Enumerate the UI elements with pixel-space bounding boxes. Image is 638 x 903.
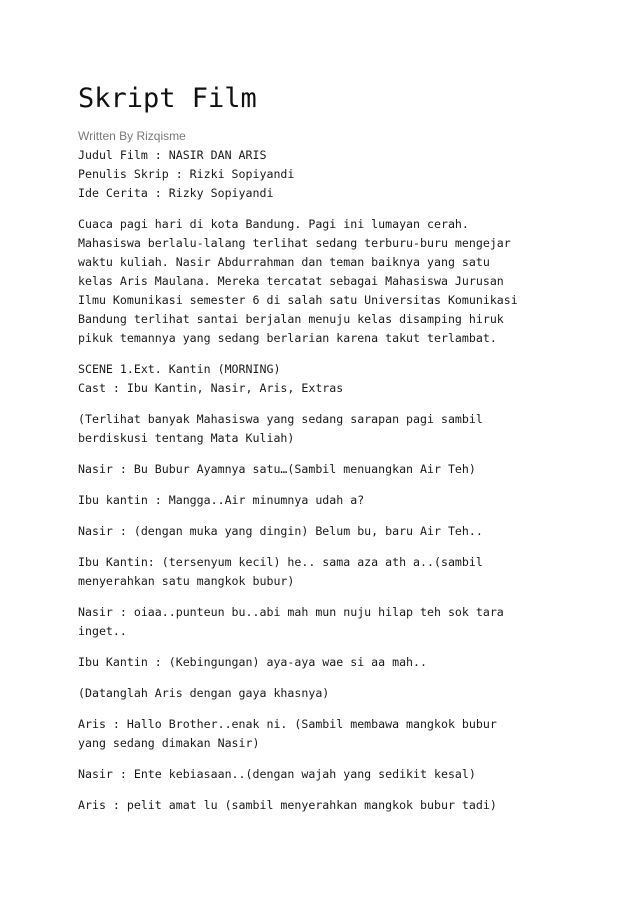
document-title: Skript Film: [78, 83, 257, 114]
script-body: [78, 146, 578, 827]
script-line: Ibu Kantin: (tersenyum kecil) he.. sama aza ath a..(sambil: [78, 555, 483, 569]
script-paragraph: [78, 653, 578, 672]
script-paragraph: [78, 522, 578, 541]
script-line: Cuaca pagi hari di kota Bandung. Pagi ini lumayan cerah.: [78, 217, 469, 231]
script-line: (Datanglah Aris dengan gaya khasnya): [78, 686, 330, 700]
script-line: Aris : Hallo Brother..enak ni. (Sambil membawa mangkok bubur: [78, 717, 497, 731]
script-paragraph: [78, 460, 578, 479]
script-paragraph: [78, 603, 578, 641]
script-line: Ide Cerita : Rizky Sopiyandi: [78, 186, 274, 200]
script-line: Bandung terlihat santai berjalan menuju kelas disamping hiruk: [78, 312, 504, 326]
script-line: kelas Aris Maulana. Mereka tercatat sebagai Mahasiswa Jurusan: [78, 274, 504, 288]
script-line: Nasir : (dengan muka yang dingin) Belum bu, baru Air Teh..: [78, 524, 483, 538]
script-paragraph: [78, 765, 578, 784]
script-line: waktu kuliah. Nasir Abdurrahman dan teman baiknya yang satu: [78, 255, 490, 269]
script-line: Ibu Kantin : (Kebingungan) aya-aya wae si aa mah..: [78, 655, 428, 669]
script-line: (Terlihat banyak Mahasiswa yang sedang sarapan pagi sambil: [78, 412, 483, 426]
script-line: pikuk temannya yang sedang berlarian karena takut terlambat.: [78, 331, 497, 345]
script-line: Nasir : Ente kebiasaan..(dengan wajah yang sedikit kesal): [78, 767, 476, 781]
script-line: Ilmu Komunikasi semester 6 di salah satu Universitas Komunikasi: [78, 293, 518, 307]
script-paragraph: [78, 360, 578, 398]
author-byline: Written By Rizqisme: [78, 129, 186, 143]
script-line: inget..: [78, 624, 127, 638]
script-line: Cast : Ibu Kantin, Nasir, Aris, Extras: [78, 381, 344, 395]
script-line: Nasir : oiaa..punteun bu..abi mah mun nuju hilap teh sok tara: [78, 605, 504, 619]
script-paragraph: [78, 553, 578, 591]
script-line: Nasir : Bu Bubur Ayamnya satu…(Sambil menuangkan Air Teh): [78, 462, 476, 476]
script-line: Aris : pelit amat lu (sambil menyerahkan mangkok bubur tadi): [78, 798, 497, 812]
script-line: berdiskusi tentang Mata Kuliah): [78, 431, 295, 445]
script-line: Penulis Skrip : Rizki Sopiyandi: [78, 167, 295, 181]
script-paragraph: [78, 215, 578, 348]
script-paragraph: [78, 146, 578, 203]
script-paragraph: [78, 715, 578, 753]
script-line: Ibu kantin : Mangga..Air minumnya udah a?: [78, 493, 365, 507]
script-paragraph: [78, 491, 578, 510]
script-line: Mahasiswa berlalu-lalang terlihat sedang terburu-buru mengejar: [78, 236, 511, 250]
script-line: Judul Film : NASIR DAN ARIS: [78, 148, 267, 162]
script-line: SCENE 1.Ext. Kantin (MORNING): [78, 362, 281, 376]
script-line: yang sedang dimakan Nasir): [78, 736, 260, 750]
script-paragraph: [78, 410, 578, 448]
script-line: menyerahkan satu mangkok bubur): [78, 574, 295, 588]
script-paragraph: [78, 684, 578, 703]
script-paragraph: [78, 796, 578, 815]
